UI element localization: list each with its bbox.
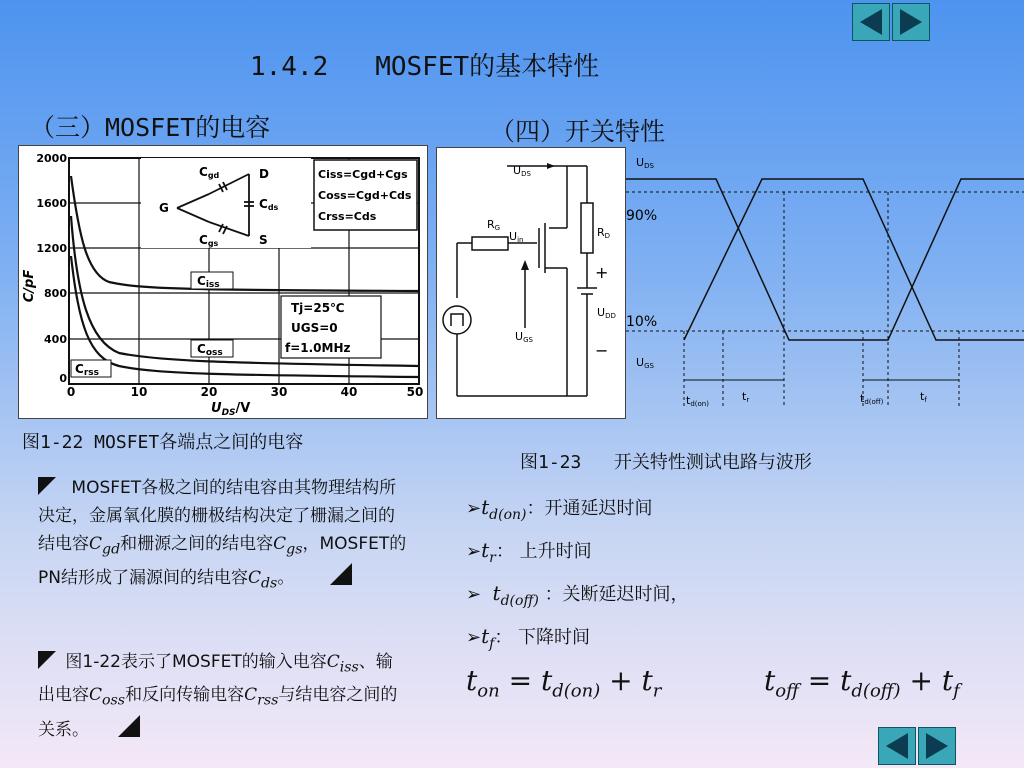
uin-label: Uin [509, 230, 524, 244]
coss-symbol: $C_{oss}$ [89, 685, 126, 709]
cds-label: Cds [259, 197, 279, 212]
ciss-symbol: $C_{iss}$ [326, 652, 359, 676]
x-tick-label: 20 [200, 385, 218, 399]
cgd-symbol: $C_{gd}$ [89, 534, 121, 558]
corner-triangle-icon [38, 477, 56, 495]
capacitance-figure [18, 145, 428, 419]
next-button[interactable] [892, 3, 930, 41]
wave-ugs-label: UGS [636, 356, 654, 370]
crss-symbol: $C_{rss}$ [244, 685, 279, 709]
corner-triangle-icon [38, 651, 56, 669]
figure-1-22-caption: 图1-22 MOSFET各端点之间的电容 [22, 432, 304, 453]
corner-triangle-icon [118, 715, 140, 737]
source-label: S [259, 233, 268, 247]
ugs-label: UGS [515, 330, 533, 344]
triangle-left-icon [860, 9, 882, 35]
tdoff-label: td(off) [860, 392, 884, 406]
cgs-symbol: $C_{gs}$ [273, 534, 303, 558]
section-switching-title: （四）开关特性 [490, 117, 666, 146]
uds-label: UDS [513, 164, 531, 178]
tr-label: tr [742, 390, 750, 404]
coss-label: Coss [197, 342, 223, 358]
wave-uds-label: UDS [636, 156, 654, 170]
formula-crss: Crss=Cds [318, 210, 377, 223]
figure-1-23-caption: 图1-23 开关特性测试电路与波形 [520, 452, 812, 473]
rd-label: RD [597, 226, 611, 240]
minus-sign: − [595, 341, 609, 360]
cds-symbol: $C_{ds}$ [247, 568, 278, 592]
switching-waveform [626, 148, 1024, 418]
prev-button[interactable] [852, 3, 890, 41]
drain-label: D [259, 167, 269, 181]
triangle-left-icon [886, 733, 908, 759]
section-capacitance-title: （三）MOSFET的电容 [30, 113, 271, 142]
condition-temp: Tj=25℃ [291, 301, 345, 315]
udd-label: UDD [597, 306, 616, 320]
paragraph-junction-capacitance: MOSFET各极之间的结电容由其物理结构所决定，金属氧化膜的栅极结构决定了栅漏之间的结电容$C_{gd}$和栅源之间的结电容$C_{gs}$，MOSFET的PN结形成了漏源间的结电容$C_{ds}$。 [38, 478, 407, 592]
crss-label: Crss [75, 362, 99, 378]
list-item: ➢ $t_{d(off)}$ ：关断延迟时间， [466, 581, 689, 609]
ciss-label: Ciss [197, 274, 220, 290]
x-tick-label: 0 [66, 385, 76, 399]
formula-coss: Coss=Cgd+Cds [318, 189, 412, 202]
arrow-bullet-icon: ➢ [466, 541, 482, 562]
cgs-label: Cgs [199, 233, 219, 248]
toff-formula: $t_{off} = t_{d(off)} + t_f$ [764, 664, 960, 702]
y-tick-label: 1200 [36, 242, 67, 255]
y-tick-label: 2000 [36, 152, 67, 165]
list-item: $➢t_r$： 上升时间 [466, 538, 592, 566]
nav-bottom [878, 727, 956, 765]
rg-label: RG [487, 218, 501, 232]
percent-90-label: 90% [626, 208, 658, 224]
page-title: 1.4.2 MOSFET的基本特性 [250, 52, 600, 82]
arrow-bullet-icon: ➢ [466, 584, 482, 605]
y-tick-label: 1600 [36, 197, 67, 210]
x-axis-label: $U_{DS}/V$ [211, 401, 251, 418]
triangle-right-icon [926, 733, 948, 759]
list-item: $➢t_{d(on)}$：开通延迟时间 [466, 495, 653, 523]
y-axis-label: C/pF [22, 269, 37, 303]
switching-circuit [436, 147, 626, 419]
cgd-label: Cgd [199, 165, 220, 180]
list-item: $➢t_f$： 下降时间 [466, 624, 591, 652]
corner-triangle-icon [330, 563, 352, 585]
x-tick-label: 30 [270, 385, 288, 399]
y-tick-label: 0 [59, 372, 67, 385]
tf-label: tf [920, 390, 927, 404]
paragraph-capacitance-relation: 图1-22表示了MOSFET的输入电容$C_{iss}$、输出电容$C_{oss}$和反向传输电容$C_{rss}$与结电容之间的关系。 [38, 652, 398, 740]
gate-label: G [159, 201, 169, 215]
y-tick-label: 800 [44, 287, 67, 300]
nav-top [852, 3, 930, 41]
tdon-label: td(on) [686, 394, 709, 408]
ton-formula: $t_{on} = t_{d(on)} + t_r$ [466, 664, 662, 702]
condition-ugs: UGS=0 [291, 321, 338, 335]
triangle-right-icon [900, 9, 922, 35]
x-tick-label: 50 [406, 385, 424, 399]
prev-button[interactable] [878, 727, 916, 765]
x-tick-label: 40 [340, 385, 358, 399]
arrow-bullet-icon: ➢ [466, 498, 482, 519]
formula-ciss: Ciss=Cgd+Cgs [318, 168, 408, 181]
x-tick-label: 10 [130, 385, 148, 399]
y-tick-label: 400 [44, 333, 67, 346]
next-button[interactable] [918, 727, 956, 765]
percent-10-label: 10% [626, 314, 658, 330]
arrow-bullet-icon: ➢ [466, 627, 482, 648]
condition-freq: f=1.0MHz [285, 341, 351, 355]
capacitance-chart [19, 146, 427, 418]
plus-sign: + [595, 263, 609, 282]
timing-definitions-list [466, 490, 689, 662]
